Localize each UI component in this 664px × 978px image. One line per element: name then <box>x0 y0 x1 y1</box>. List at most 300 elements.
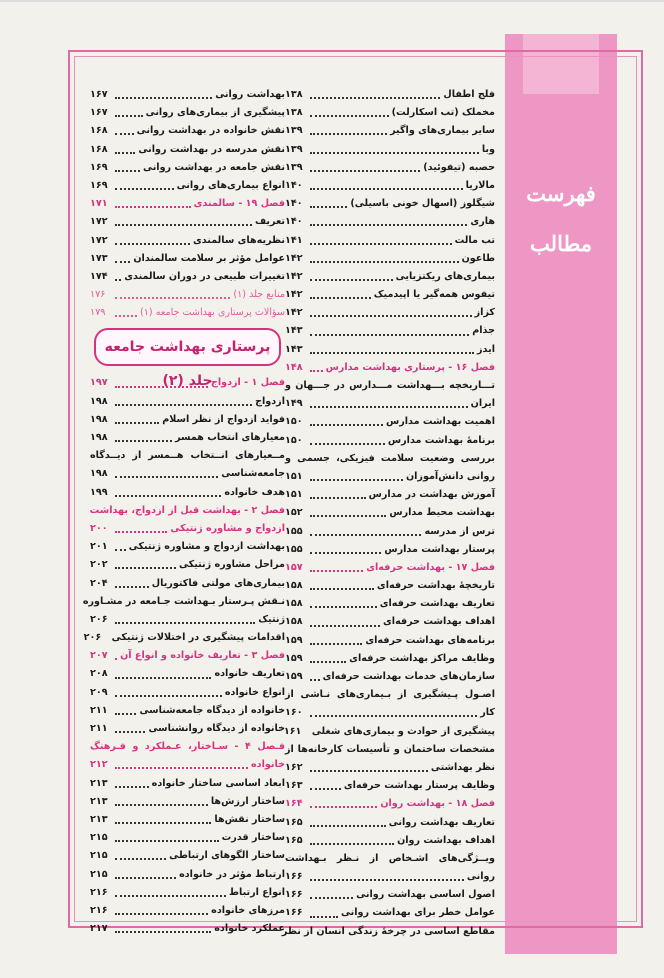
toc-page-number: ۱۷۱ <box>90 198 108 210</box>
toc-entry <box>285 504 495 522</box>
dot-leader <box>115 309 137 317</box>
toc-page-number: ۱۹۸ <box>90 468 108 480</box>
toc-entry-title: سایر بیماری‌های واگیر <box>390 125 495 137</box>
toc-page-number: ۲۱۷ <box>90 923 108 935</box>
toc-entry <box>285 268 495 286</box>
toc-entry-title: فصل ۱۹ - سالمندی <box>193 198 285 210</box>
toc-entry <box>90 250 285 268</box>
toc-entry <box>90 793 285 811</box>
toc-entry-title: نظریه‌های سالمندی <box>192 234 285 246</box>
toc-chapter-entry <box>285 559 495 577</box>
dot-leader <box>115 146 135 154</box>
dot-leader <box>310 764 428 772</box>
dot-leader <box>310 782 341 790</box>
toc-page-number: ۱۳۸ <box>285 107 303 119</box>
toc-entry-title: سازمان‌های خدمات بهداشت حرفه‌ای <box>322 671 495 682</box>
dot-leader <box>115 182 174 190</box>
dot-leader <box>310 309 472 317</box>
toc-entry <box>285 432 495 450</box>
toc-entry <box>285 814 495 832</box>
toc-page-number: ۲۱۳ <box>90 813 108 825</box>
dot-leader <box>115 470 218 478</box>
toc-page-number: ۱۵۸ <box>285 598 303 610</box>
toc-chapter-entry <box>285 795 495 813</box>
dot-leader <box>115 580 149 588</box>
toc-entry-title: معیارهای انتخاب همسر <box>175 432 285 443</box>
dot-leader <box>310 418 383 426</box>
toc-entry-title: بهداشت محیط مدارس <box>389 507 495 519</box>
toc-entry-title: بهداشت روانی <box>215 89 285 100</box>
dot-leader <box>310 364 323 372</box>
toc-entry-title: مــعیارهای انــتخاب هــمسر از دیــدگاه <box>90 450 285 462</box>
toc-entry-title: ساختار قدرت <box>221 832 285 844</box>
toc-page-number: ۱۴۰ <box>285 179 303 191</box>
toc-entry <box>285 595 495 613</box>
toc-right-column <box>281 86 495 941</box>
toc-entry <box>285 141 495 159</box>
toc-entry <box>285 250 495 268</box>
toc-page-number: ۱۶۷ <box>90 107 108 119</box>
toc-entry <box>285 86 495 104</box>
toc-entry-title: جذام <box>472 325 495 337</box>
toc-entry-title: حصبه (تیفوئید) <box>423 161 495 173</box>
toc-entry-title: پرستار بهداشت مدارس <box>384 543 495 555</box>
toc-entry <box>90 447 285 465</box>
toc-entry <box>90 720 285 738</box>
toc-entry-title: ساختار نقش‌ها <box>214 813 285 825</box>
toc-entry <box>90 177 285 195</box>
toc-entry <box>285 686 495 704</box>
toc-entry-title: مراحل مشاوره ژنتیکی <box>178 559 285 571</box>
toc-appendix-entry <box>90 304 285 322</box>
toc-entry-title: مالاریا <box>465 179 495 191</box>
toc-page-number: ۱۴۹ <box>285 398 303 410</box>
toc-entry-title: تب مالت <box>454 234 495 246</box>
toc-entry-title: وبا <box>481 143 495 155</box>
toc-entry <box>285 886 495 904</box>
toc-entry <box>90 702 285 720</box>
toc-entry <box>285 286 495 304</box>
toc-entry-title: فصل ۱۷ - بهداشت حرفه‌ای <box>366 561 495 573</box>
toc-page-number: ۱۵۸ <box>285 616 303 628</box>
toc-entry-title: مشخصات ساختمان و تأسیسات کارخانه‌ها از <box>285 743 495 755</box>
toc-page-number: ۱۶۶ <box>285 871 303 883</box>
toc-page-number: ۱۵۹ <box>285 634 303 646</box>
toc-entry-title: بهداشت ازدواج و مشاوره ژنتیکی <box>128 541 285 553</box>
toc-entry <box>90 684 285 702</box>
toc-entry <box>285 232 495 250</box>
toc-entry-title: فصل ۳ - تعاریف خانواده و انواع آن <box>120 650 285 662</box>
toc-entry <box>83 629 285 647</box>
dot-leader <box>115 852 166 860</box>
toc-page-number: ۱۹۹ <box>90 486 108 498</box>
toc-page-number: ۱۵۱ <box>285 470 303 482</box>
toc-entry-title: خانواده از دیدگاه روانشناسی <box>148 723 285 734</box>
toc-page-number: ۲۰۶ <box>90 613 108 625</box>
toc-entry <box>285 159 495 177</box>
toc-entry <box>285 395 495 413</box>
toc-entry <box>90 847 285 865</box>
toc-entry-title: فصل ۱۸ - بهداشت روان <box>380 798 495 810</box>
toc-entry-title: عملکرد خانواده <box>214 923 285 935</box>
toc-entry-title: اصول اساسی بهداشت روانی <box>356 889 495 901</box>
dot-leader <box>115 434 172 442</box>
toc-entry-title: بررسی وضعیت سلامت فیزیکی، جسمی و <box>285 452 495 464</box>
toc-entry <box>285 632 495 650</box>
toc-entry-title: نـقش پـرستار بـهداشت جـامعه در مشـاوره <box>82 595 285 607</box>
toc-page-number: ۲۰۲ <box>90 559 108 571</box>
toc-entry-title: تـــاریخچه بـــهداشت مـــدارس در جـــهان و <box>285 380 495 391</box>
dot-leader <box>310 655 346 663</box>
dot-leader <box>310 819 386 827</box>
toc-entry-title: ایران <box>470 398 495 410</box>
toc-page-number: ۱۳۹ <box>285 161 303 173</box>
toc-page-number: ۱۹۸ <box>90 413 108 425</box>
toc-entry-title: تیفوس همه‌گیر یا اپیدمیک <box>373 289 495 301</box>
toc-entry-title: خانواده از دیدگاه جامعه‌شناسی <box>139 704 285 716</box>
toc-page-number: ۲۱۲ <box>90 759 108 771</box>
toc-page-number: ۱۷۴ <box>90 270 108 282</box>
toc-page-number: ۲۰۱ <box>90 541 108 553</box>
toc-entry-title: کزاز <box>474 307 495 319</box>
toc-entry <box>285 122 495 140</box>
toc-entry-title: عوامل خطر برای بهداشت روانی <box>340 907 495 919</box>
toc-page-number: ۱۶۴ <box>285 798 303 810</box>
toc-page-number: ۱۵۹ <box>285 671 303 682</box>
toc-entry-title: فصل ۱۶ - پرستاری بهداشت مدارس <box>325 361 495 373</box>
toc-page-number: ۱۴۰ <box>285 198 303 210</box>
toc-entry-title: ساختار ارزش‌ها <box>210 795 285 807</box>
dot-leader <box>310 837 394 845</box>
dot-leader <box>310 673 320 681</box>
toc-entry-title: تاریخچهٔ بهداشت حرفه‌ای <box>376 580 495 592</box>
toc-entry <box>285 177 495 195</box>
toc-entry <box>90 484 285 502</box>
toc-page-number: ۲۰۸ <box>90 668 108 680</box>
toc-entry <box>285 468 495 486</box>
toc-entry-title: انواع بیماری‌های روانی <box>176 179 285 191</box>
dot-leader <box>115 725 145 733</box>
toc-entry <box>285 195 495 213</box>
toc-entry <box>90 159 285 177</box>
toc-entry-title: نقش جامعه در بهداشت روانی <box>142 161 285 173</box>
toc-entry-title: ازدواج و مشاوره ژنتیکی <box>170 522 285 534</box>
toc-entry-title: هاری <box>470 216 495 228</box>
toc-entry <box>90 920 285 938</box>
toc-entry <box>285 541 495 559</box>
toc-page-number: ۱۴۳ <box>285 325 303 337</box>
toc-entry <box>285 832 495 850</box>
toc-entry-title: منابع جلد (۱) <box>233 289 285 301</box>
dot-leader <box>115 164 140 172</box>
dot-leader <box>115 561 176 569</box>
toc-chapter-entry <box>90 756 285 774</box>
toc-entry-title: ازدواج <box>255 395 285 407</box>
toc-page-number: ۱۶۶ <box>285 907 303 919</box>
toc-entry-title: فواید ازدواج از نظر اسلام <box>162 413 285 425</box>
dot-leader <box>115 925 211 933</box>
toc-page-number: ۱۵۹ <box>285 652 303 664</box>
dot-leader <box>115 291 230 299</box>
toc-entry-title: کار <box>480 707 495 719</box>
toc-entry <box>90 811 285 829</box>
toc-chapter-entry <box>90 647 285 665</box>
dot-leader <box>310 291 371 299</box>
toc-entry-title: اهمیت بهداشت مدارس <box>385 416 495 428</box>
toc-entry <box>285 450 495 468</box>
toc-entry <box>285 613 495 631</box>
toc-entry <box>90 866 285 884</box>
dot-leader <box>310 709 477 717</box>
toc-page-number: ۱۷۲ <box>90 234 108 246</box>
toc-entry-title: ارتباط مؤثر در خانواده <box>179 868 285 880</box>
toc-page-number: ۱۵۷ <box>285 561 303 573</box>
toc-page-number: ۱۵۵ <box>285 525 303 537</box>
toc-chapter-entry <box>90 502 285 520</box>
toc-page-number: ۲۱۵ <box>90 832 108 844</box>
dot-leader <box>310 509 386 517</box>
toc-page-number: ۲۱۶ <box>90 886 108 898</box>
toc-entry-title: ابعاد اساسی ساختار خانواده <box>151 777 285 789</box>
dot-leader <box>310 164 420 172</box>
toc-page-number: ۲۰۶ <box>83 632 102 644</box>
dot-leader <box>310 146 479 154</box>
toc-entry <box>90 213 285 231</box>
toc-entry <box>285 523 495 541</box>
dot-leader <box>115 416 159 424</box>
dot-leader <box>115 889 226 897</box>
toc-entry <box>285 413 495 431</box>
toc-page-number: ۲۱۳ <box>90 795 108 807</box>
dot-leader <box>115 398 252 406</box>
toc-entry-title: پیشگیری از بیماری‌های روانی <box>145 107 285 119</box>
toc-entry-title: تغییرات طبیعی در دوران سالمندی <box>124 270 285 282</box>
dot-leader <box>115 237 190 245</box>
toc-entry-title: فلج اطفال <box>443 89 495 100</box>
toc-page-number: ۲۰۴ <box>90 577 108 589</box>
dot-leader <box>310 910 338 918</box>
toc-entry-title: ژنتیک <box>258 613 285 625</box>
dot-leader <box>310 400 468 408</box>
dot-leader <box>115 218 252 226</box>
toc-entry-title: ساختار الگوهای ارتباطی <box>169 850 285 862</box>
toc-entry <box>285 723 495 741</box>
dot-leader <box>310 182 463 190</box>
dot-leader <box>115 689 222 697</box>
toc-chapter-entry <box>90 195 285 213</box>
toc-entry-title: هدف خانواده <box>224 486 285 498</box>
toc-appendix-entry <box>90 286 285 304</box>
toc-entry-title: مرزهای خانواده <box>211 904 285 916</box>
toc-page-number: ۱۷۳ <box>90 252 108 264</box>
dot-leader <box>115 616 255 624</box>
dot-leader <box>310 528 421 536</box>
toc-entry-title: برنامهٔ بهداشت مدارس <box>387 434 495 446</box>
band-title: فهرست مطالب <box>526 181 596 256</box>
toc-entry <box>285 868 495 886</box>
toc-entry <box>90 575 285 593</box>
dot-leader <box>310 491 366 499</box>
dot-leader <box>115 671 211 679</box>
toc-entry-title: انواع ارتباط <box>229 886 285 898</box>
toc-page-number: ۱۶۵ <box>285 816 303 828</box>
dot-leader <box>115 489 221 497</box>
toc-entry <box>90 538 285 556</box>
toc-page-number: ۱۵۸ <box>285 580 303 592</box>
dot-leader <box>310 91 440 99</box>
toc-page-number: ۱۳۹ <box>285 125 303 137</box>
dot-leader <box>115 91 212 99</box>
toc-entry-title: ترس از مدرسه <box>424 525 495 537</box>
toc-entry-title: ایدز <box>477 343 495 355</box>
toc-entry-title: بیماری‌های مولتی فاکتوریال <box>151 577 285 589</box>
toc-entry <box>90 429 285 447</box>
toc-entry <box>285 341 495 359</box>
toc-entry <box>285 777 495 795</box>
dot-leader <box>115 652 117 660</box>
toc-entry <box>90 665 285 683</box>
dot-leader <box>115 543 126 551</box>
toc-entry <box>285 486 495 504</box>
dot-leader <box>310 473 403 481</box>
toc-entry <box>90 232 285 250</box>
dot-leader <box>310 437 385 445</box>
toc-left-bottom <box>82 374 285 938</box>
dot-leader <box>115 761 248 769</box>
toc-page-number: ۱۶۵ <box>285 834 303 846</box>
toc-entry <box>285 850 495 868</box>
toc-entry-title: خانواده <box>250 759 285 771</box>
page-edge <box>0 0 664 2</box>
toc-page-number: ۱۹۷ <box>90 377 108 389</box>
toc-entry-title: فصل ۲ - بهداشت قبل از ازدواج، بهداشت <box>89 504 285 516</box>
toc-page-number: ۱۴۲ <box>285 270 303 282</box>
toc-left-top <box>90 86 285 322</box>
toc-page-number: ۱۴۰ <box>285 216 303 228</box>
toc-entry <box>285 577 495 595</box>
toc-page-number: ۲۰۹ <box>90 686 108 698</box>
toc-entry <box>285 377 495 395</box>
toc-entry-title: روانی دانش‌آموزان <box>405 470 495 482</box>
toc-entry-title: سؤالات پرستاری بهداشت جامعه (۱) <box>140 307 285 319</box>
toc-entry-title: شیگلوز (اسهال خونی باسیلی) <box>350 198 495 210</box>
toc-entry-title: تعاریف بهداشت حرفه‌ای <box>379 598 495 610</box>
dot-leader <box>310 273 393 281</box>
toc-entry-title: جامعه‌شناسی <box>221 468 285 480</box>
dot-leader <box>115 127 134 135</box>
toc-entry-title: آموزش بهداشت در مدارس <box>368 489 495 501</box>
dot-leader <box>310 255 459 263</box>
toc-page-number: ۲۱۶ <box>90 904 108 916</box>
dot-leader <box>115 525 167 533</box>
dot-leader <box>115 834 219 842</box>
toc-chapter-entry <box>285 359 495 377</box>
toc-entry <box>90 829 285 847</box>
toc-page-number: ۱۴۳ <box>285 343 303 355</box>
toc-entry-title: وظایف مراکز بهداشت حرفه‌ای <box>349 652 495 664</box>
dot-leader <box>310 564 363 572</box>
dot-leader <box>310 582 374 590</box>
toc-page-number: ۱۴۲ <box>285 289 303 301</box>
toc-entry-title: اهداف بهداشت روان <box>397 834 495 846</box>
toc-left-column <box>82 86 285 938</box>
dot-leader <box>115 273 121 281</box>
toc-page-number: ۱۶۱ <box>283 725 302 737</box>
dot-leader <box>310 109 389 117</box>
toc-entry <box>90 775 285 793</box>
toc-entry <box>90 902 285 920</box>
toc-page-number: ۱۵۵ <box>285 543 303 555</box>
toc-page-number: ۱۵۰ <box>285 416 303 428</box>
toc-chapter-entry <box>90 738 285 756</box>
toc-entry-title: اقدامات پیشگیری در اختلالات ژنتیکی <box>111 632 285 644</box>
dot-leader <box>310 891 353 899</box>
toc-entry-title: وظایف پرستار بهداشت حرفه‌ای <box>343 780 495 792</box>
toc-entry-title: اهداف بهداشت حرفه‌ای <box>382 616 495 628</box>
toc-entry-title: نقش خانواده در بهداشت روانی <box>136 125 285 137</box>
dot-leader <box>115 109 143 117</box>
dot-leader <box>310 346 474 354</box>
dot-leader <box>115 780 149 788</box>
toc-entry-title: مخملک (تب اسکارلت) <box>391 107 495 119</box>
toc-page-number: ۱۹۸ <box>90 432 108 443</box>
toc-entry <box>90 411 285 429</box>
toc-page-number: ۱۳۹ <box>285 143 303 155</box>
toc-entry-title: نظر بهداشتی <box>430 761 495 773</box>
dot-leader <box>310 328 469 336</box>
toc-page-number: ۱۴۱ <box>285 234 303 246</box>
toc-entry <box>285 759 495 777</box>
volume-title: پرستاری بهداشت جامعه جلد (۲) <box>94 328 281 366</box>
toc-page-number: ۱۷۲ <box>90 216 108 228</box>
toc-entry-title: ویــژگی‌های اشـخاص از نـظر بـهداشت <box>285 852 495 864</box>
dot-leader <box>310 200 347 208</box>
toc-entry-title: فصل ۱ - ازدواج <box>210 377 285 389</box>
toc-entry <box>90 556 285 574</box>
toc-entry-title: بیماری‌های ریکتزیایی <box>395 270 495 282</box>
dot-leader <box>310 619 380 627</box>
toc-entry <box>90 884 285 902</box>
toc-entry <box>90 122 285 140</box>
toc-page-number: ۲۱۱ <box>90 704 108 716</box>
dot-leader <box>310 873 464 881</box>
toc-entry <box>90 465 285 483</box>
toc-entry-title: مقاطع اساسی در چرخهٔ زندگی انسان از نظر <box>281 925 495 937</box>
toc-entry <box>285 322 495 340</box>
toc-entry-title: پیشگیری از حوادث و بیماری‌های شغلی <box>311 725 495 737</box>
dot-leader <box>115 255 130 263</box>
toc-entry <box>285 213 495 231</box>
toc-page-number: ۱۶۸ <box>90 143 108 155</box>
toc-page-number: ۱۶۸ <box>90 125 108 137</box>
toc-entry <box>285 704 495 722</box>
dot-leader <box>310 237 452 245</box>
toc-page-number: ۲۱۳ <box>90 777 108 789</box>
toc-entry <box>90 268 285 286</box>
toc-entry <box>90 141 285 159</box>
dot-leader <box>310 218 467 226</box>
toc-page-number: ۱۶۳ <box>285 780 303 792</box>
toc-page-number: ۱۵۰ <box>285 434 303 446</box>
toc-entry <box>90 86 285 104</box>
toc-entry-title: عوامل مؤثر بر سلامت سالمندان <box>133 252 285 264</box>
toc-entry <box>285 741 495 759</box>
toc-entry-title: طاعون <box>461 252 495 264</box>
toc-entry-title: تعاریف خانواده <box>214 668 285 680</box>
toc-entry <box>285 668 495 686</box>
toc-entry <box>285 304 495 322</box>
toc-entry-title: نقش مدرسه در بهداشت روانی <box>138 143 285 155</box>
